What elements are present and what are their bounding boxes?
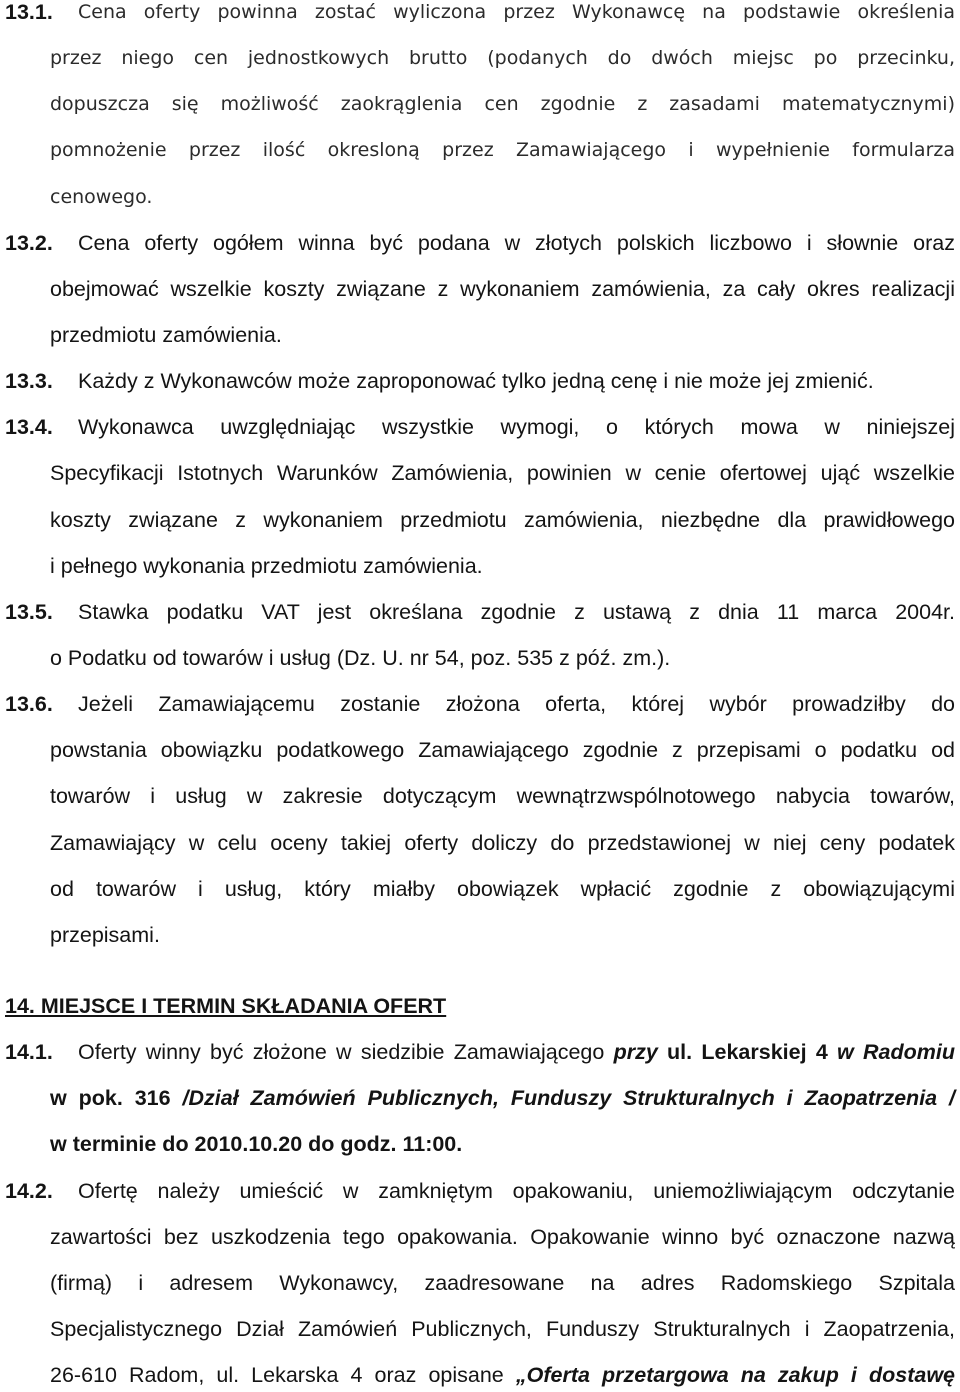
text-line: przez niego cen jednostkowych brutto (podanych do dwóch miejsc po przecinku, xyxy=(50,47,955,70)
section-number: 13.2. xyxy=(5,230,53,255)
section-14-1 xyxy=(5,1040,955,1178)
text-line: Każdy z Wykonawców może zaproponować tylko jedną cenę i nie może jej zmienić. xyxy=(78,369,874,394)
plain-text: 26-610 Radom, ul. Lekarska 4 oraz opisane xyxy=(50,1363,504,1388)
text-line: Wykonawca uwzględniając wszystkie wymogi, o których mowa w niniejszej xyxy=(78,415,955,440)
bold-italic-text: „Oferta przetargowa na zakup i dostawę xyxy=(515,1363,955,1388)
text-line: Specyfikacji Istotnych Warunków Zamówienia, powinien w cenie ofertowej ująć wszelkie xyxy=(50,461,955,486)
text-line: Stawka podatku VAT jest określana zgodnie z ustawą z dnia 11 marca 2004r. xyxy=(78,599,955,624)
text-line xyxy=(50,1363,955,1387)
section-number: 13.4. xyxy=(5,415,53,440)
text-line: powstania obowiązku podatkowego Zamawiającego zgodnie z przepisami o podatku od xyxy=(50,738,955,763)
section-number: 13.3. xyxy=(5,369,53,394)
section-13-4 xyxy=(5,415,955,600)
text-line xyxy=(50,1132,955,1156)
bold-italic-text: w Radomiu xyxy=(837,1040,955,1065)
bold-italic-text: /Dział Zamówień Publicznych, Funduszy Strukturalnych i Zaopatrzenia / xyxy=(182,1086,955,1111)
text-line: (firmą) i adresem Wykonawcy, zaadresowane na adres Radomskiego Szpitala xyxy=(50,1270,955,1295)
text-line: Cena oferty ogółem winna być podana w złotych polskich liczbowo i słownie oraz xyxy=(78,230,955,255)
section-number: 13.6. xyxy=(5,692,53,717)
section-13-6 xyxy=(5,692,955,969)
text-line: Zamawiający w celu oceny takiej oferty doliczy do przedstawionej w niej ceny podatek xyxy=(50,830,955,855)
text-line: pomnożenie przez ilość okresloną przez Zamawiającego i wypełnienie formularza xyxy=(50,139,955,162)
plain-text: Oferty winny być złożone w siedzibie Zamawiającego xyxy=(78,1040,605,1065)
text-line: o Podatku od towarów i usług (Dz. U. nr 54, poz. 535 z póź. zm.). xyxy=(50,645,671,670)
section-number: 13.1. xyxy=(5,0,53,24)
text-line: od towarów i usług, który miałby obowiązek wpłacić zgodnie z obowiązującymi xyxy=(50,876,955,901)
section-13-5 xyxy=(5,599,955,692)
text-line: obejmować wszelkie koszty związane z wykonaniem zamówienia, za cały okres realizacji xyxy=(50,276,955,301)
text-line: Specjalistycznego Dział Zamówień Publicznych, Funduszy Strukturalnych i Zaopatrzenia, xyxy=(50,1316,955,1341)
document-body xyxy=(5,0,955,1388)
section-number: 14.2. xyxy=(5,1178,53,1203)
text-line: dopuszcza się możliwość zaokrąglenia cen zgodnie z zasadami matematycznymi) xyxy=(50,93,955,116)
text-line xyxy=(50,1086,955,1110)
text-line: cenowego. xyxy=(50,185,153,208)
text-line: Ofertę należy umieścić w zamkniętym opakowaniu, uniemożliwiającym odczytanie xyxy=(78,1178,955,1203)
section-number: 14.1. xyxy=(5,1040,53,1065)
text-line: Cena oferty powinna zostać wyliczona przez Wykonawcę na podstawie określenia xyxy=(78,1,955,23)
bold-italic-text: przy xyxy=(613,1040,658,1065)
text-line: przepisami. xyxy=(50,922,160,947)
text-line: Jeżeli Zamawiającemu zostanie złożona oferta, której wybór prowadziłby do xyxy=(78,692,955,717)
bold-text: w terminie do 2010.10.20 do godz. 11:00. xyxy=(50,1132,463,1157)
section-13-3 xyxy=(5,369,955,415)
section-heading: 14. MIEJSCE I TERMIN SKŁADANIA OFERT xyxy=(5,993,447,1018)
text-line: zawartości bez uszkodzenia tego opakowania. Opakowanie winno być oznaczone nazwą xyxy=(50,1224,955,1249)
bold-text: ul. Lekarskiej 4 xyxy=(667,1040,828,1065)
text-line: przedmiotu zamówienia. xyxy=(50,322,282,347)
text-line: koszty związane z wykonaniem przedmiotu zamówienia, niezbędne dla prawidłowego xyxy=(50,507,955,532)
text-line xyxy=(50,1040,955,1064)
text-line: i pełnego wykonania przedmiotu zamówienia. xyxy=(50,553,483,578)
text-line: towarów i usług w zakresie dotyczącym wewnątrzwspólnotowego nabycia towarów, xyxy=(50,784,955,809)
section-13-1 xyxy=(5,0,955,231)
section-13-2 xyxy=(5,230,955,369)
section-14-2 xyxy=(5,1178,955,1388)
section-number: 13.5. xyxy=(5,599,53,624)
bold-text: w pok. 316 xyxy=(50,1086,171,1111)
